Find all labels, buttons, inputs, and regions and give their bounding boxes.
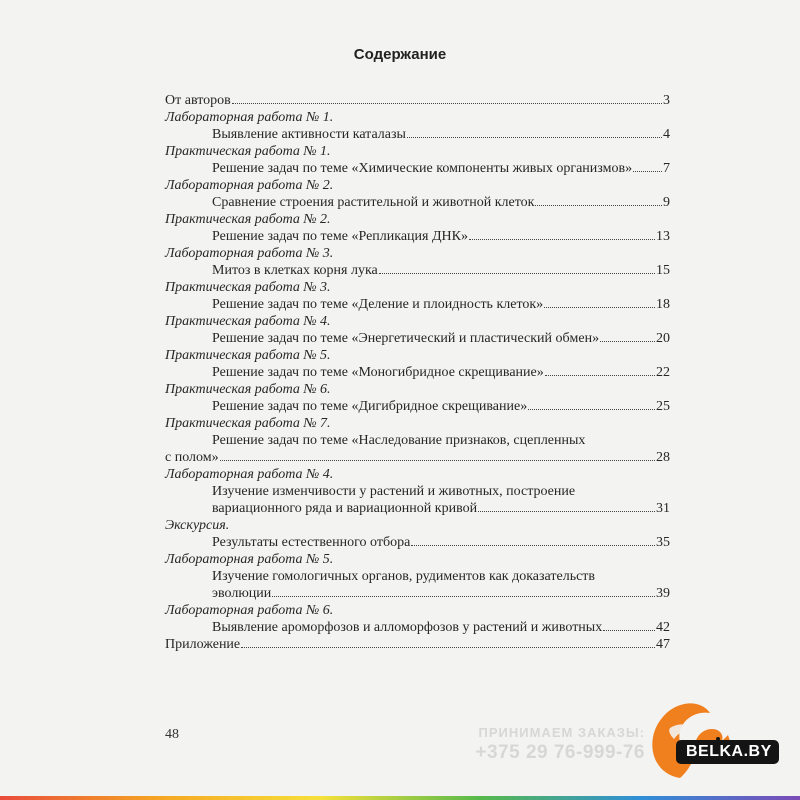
- toc-entry-row: [165, 330, 670, 347]
- toc-entry-label: Решение задач по теме «Репликация ДНК»: [212, 229, 468, 244]
- toc-entry-row: [165, 126, 670, 143]
- toc-entry-label: От авторов: [165, 93, 231, 108]
- toc-entry: [165, 211, 670, 245]
- toc-entry-intro: [165, 92, 670, 109]
- leader-dots: [469, 229, 655, 240]
- toc-page-number: 25: [656, 399, 670, 414]
- toc-entry-label: Приложение: [165, 637, 241, 652]
- leader-dots: [633, 161, 662, 172]
- toc-entry-row: [165, 228, 670, 245]
- toc-page-number: 31: [656, 501, 670, 516]
- toc-entry-label: вариационного ряда и вариационной кривой: [212, 501, 478, 516]
- toc-entry-text-line: Изучение изменчивости у растений и животных, построение: [212, 484, 576, 499]
- table-of-contents: [165, 92, 670, 653]
- toc-entry-heading: Лабораторная работа № 4.: [165, 467, 334, 482]
- toc-page-number: 13: [656, 229, 670, 244]
- toc-entry-heading: Экскурсия.: [165, 518, 230, 533]
- squirrel-logo-icon: [640, 683, 795, 783]
- page-number: 48: [165, 727, 179, 742]
- toc-entry: [165, 415, 670, 466]
- toc-entry-heading: Лабораторная работа № 1.: [165, 110, 334, 125]
- leader-dots: [407, 127, 662, 138]
- toc-entry-label: эволюции: [212, 586, 272, 601]
- leader-dots: [241, 637, 655, 648]
- toc-entry: [165, 245, 670, 279]
- toc-page-number: 47: [656, 637, 670, 652]
- toc-entry-heading: Практическая работа № 7.: [165, 416, 331, 431]
- toc-page-number: 22: [656, 365, 670, 380]
- toc-entry-heading: Лабораторная работа № 5.: [165, 552, 334, 567]
- toc-entry-label: Митоз в клетках корня лука: [212, 263, 378, 278]
- toc-page-number: 4: [663, 127, 670, 142]
- toc-page-number: 15: [656, 263, 670, 278]
- toc-entry-text-line: Изучение гомологичных органов, рудиментов как доказательств: [212, 569, 596, 584]
- leader-dots: [603, 620, 655, 631]
- leader-dots: [220, 450, 655, 461]
- toc-entry: [165, 109, 670, 143]
- toc-entry-label: Результаты естественного отбора: [212, 535, 411, 550]
- toc-entry: [165, 381, 670, 415]
- leader-dots: [232, 93, 662, 104]
- watermark-text: [455, 725, 645, 764]
- toc-entry-row: [165, 160, 670, 177]
- page-title: Содержание: [353, 46, 447, 63]
- toc-entry-row: [165, 194, 670, 211]
- toc-entry-heading: Практическая работа № 6.: [165, 382, 331, 397]
- toc-entry: [165, 602, 670, 636]
- toc-page-number: 39: [656, 586, 670, 601]
- toc-entry-heading: Практическая работа № 2.: [165, 212, 331, 227]
- toc-page-number: 3: [663, 93, 670, 108]
- toc-page-number: 28: [656, 450, 670, 465]
- toc-entry-row: [165, 449, 670, 466]
- toc-page-number: 42: [656, 620, 670, 635]
- leader-dots: [545, 365, 655, 376]
- toc-entry-row: [165, 398, 670, 415]
- leader-dots: [478, 501, 655, 512]
- toc-entry: [165, 347, 670, 381]
- toc-entry-row: [165, 296, 670, 313]
- leader-dots: [379, 263, 655, 274]
- toc-entry-row: [165, 364, 670, 381]
- toc-entry-label: Решение задач по теме «Дигибридное скрещивание»: [212, 399, 528, 414]
- toc-entry-row: [165, 534, 670, 551]
- toc-entry-label: Выявление активности каталазы: [212, 127, 406, 142]
- toc-entry-heading: Лабораторная работа № 6.: [165, 603, 334, 618]
- toc-entry-appendix: [165, 636, 670, 653]
- toc-entry: [165, 143, 670, 177]
- toc-entry-row: [165, 262, 670, 279]
- toc-entry: [165, 466, 670, 517]
- toc-page-number: 18: [656, 297, 670, 312]
- toc-entry-label: Решение задач по теме «Энергетический и пластический обмен»: [212, 331, 600, 346]
- toc-entry-row: [165, 619, 670, 636]
- toc-entry-label: с полом»: [165, 450, 219, 465]
- toc-entry-heading: Лабораторная работа № 3.: [165, 246, 334, 261]
- toc-entry-label: Решение задач по теме «Химические компоненты живых организмов»: [212, 161, 633, 176]
- leader-dots: [411, 535, 655, 546]
- toc-entry-row: [165, 500, 670, 517]
- rainbow-stripe: [0, 796, 800, 800]
- watermark-phone: +375 29 76-999-76: [475, 742, 645, 763]
- toc-entry: [165, 517, 670, 551]
- toc-page-number: 7: [663, 161, 670, 176]
- leader-dots: [600, 331, 655, 342]
- leader-dots: [535, 195, 662, 206]
- toc-entry: [165, 551, 670, 602]
- leader-dots: [528, 399, 655, 410]
- toc-entries: [165, 109, 670, 636]
- toc-entry: [165, 177, 670, 211]
- toc-entry-row: [165, 585, 670, 602]
- leader-dots: [272, 586, 655, 597]
- toc-entry-heading: Практическая работа № 3.: [165, 280, 331, 295]
- toc-entry: [165, 313, 670, 347]
- toc-entry: [165, 279, 670, 313]
- toc-entry-heading: Лабораторная работа № 2.: [165, 178, 334, 193]
- toc-page-number: 9: [663, 195, 670, 210]
- toc-entry-label: Решение задач по теме «Деление и плоидность клеток»: [212, 297, 544, 312]
- toc-entry-label: Решение задач по теме «Моногибридное скрещивание»: [212, 365, 544, 380]
- watermark-line1: ПРИНИМАЕМ ЗАКАЗЫ:: [478, 725, 645, 740]
- toc-entry-text-line: Решение задач по теме «Наследование признаков, сцепленных: [212, 433, 586, 448]
- toc-entry-heading: Практическая работа № 5.: [165, 348, 331, 363]
- toc-page-number: 20: [656, 331, 670, 346]
- toc-page-number: 35: [656, 535, 670, 550]
- brand-badge: BELKA.BY: [676, 740, 779, 764]
- toc-entry-label: Выявление ароморфозов и алломорфозов у растений и животных: [212, 620, 603, 635]
- toc-entry-heading: Практическая работа № 1.: [165, 144, 331, 159]
- leader-dots: [544, 297, 655, 308]
- toc-entry-label: Сравнение строения растительной и животной клеток: [212, 195, 535, 210]
- toc-entry-heading: Практическая работа № 4.: [165, 314, 331, 329]
